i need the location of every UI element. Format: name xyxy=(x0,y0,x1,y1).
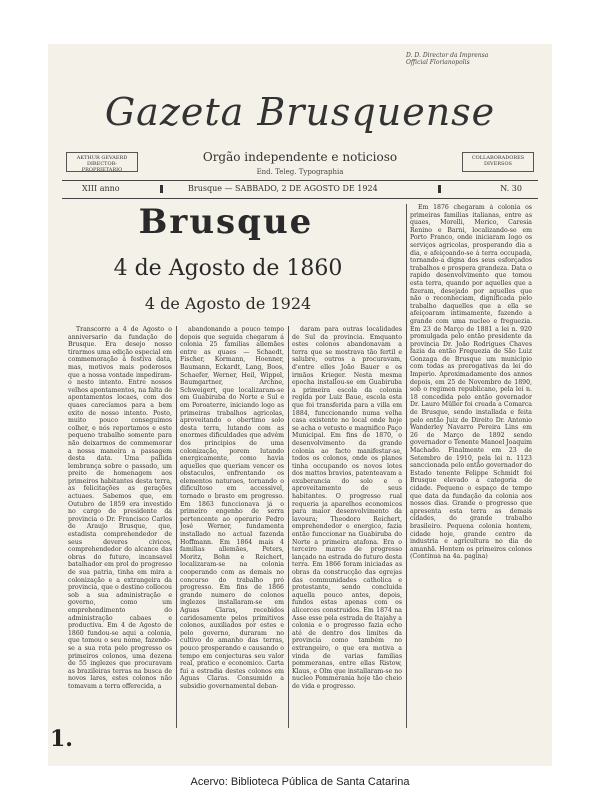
top-rule xyxy=(62,180,538,181)
column-divider-1 xyxy=(176,326,177,728)
column-divider-2 xyxy=(288,326,289,728)
issue-number: N. 30 xyxy=(500,184,522,193)
column-1-text: Transcorre a 4 de Agosto o anniversario da fundação de Brusque. Era desejo nosso tirarmos uma edição especial em commemoração á festiva data, mas, motivos mais poderosos que a nossa vontade impediram-o nesto intento. Entre nossos velhos apontamentos, na falta de apontamentos locaes, com dos quaes carecíamos para a bem exito de nosso intento. Posto, muito pouco conseguimos colher, e nós reportamos e este pequeno trabalho somente para não deixarmos de commemorar a nossa maneira a passagem desta data. Uma pallida lembrança sobre o passado, um preito de homenagem aos primeiros habitantes desta terra, as felicitações as gerações actuaes. Sabemos que, em Outubro de 1859 era investido no cargo de presidente da provincia o Dr. Francisco Carlos de Araujo Brusque, que, estadista comprehendedor de seus deveres civicos, comprehendedor do alcance das obras do futuro, incansavel batalhador em prol do progresso de sua patria, tinha em mira a colonização e a extrangeira da provincia, que o destino collocou sob a sua administração e governo, como um emprehendimento do administração cabaes e productiva. Em 4 de Agosto de 1860 fundou-se aqui a colonia, que tomou o seu nome, fazendo-se a sua rota pelo progresso os primeiros colonos, uma dezena de 55 inglezes que procuravam as brazileiras terras na busca de novos lares, estes colonos não tomavam a terra offerecida, a xyxy=(68,326,172,690)
issue-year: XIII anno xyxy=(82,184,120,193)
issue-city-date: Brusque — SABBADO, 2 DE AGOSTO DE 1924 xyxy=(188,184,378,193)
masthead-title: Gazeta Brusquense xyxy=(104,90,496,134)
director-note-line2: Official Florianopolis xyxy=(406,59,470,66)
article-column-4 xyxy=(410,204,532,724)
director-note xyxy=(406,52,526,66)
newspaper-page xyxy=(48,44,552,766)
bar-mark-right xyxy=(438,185,441,193)
issue-info-bar xyxy=(68,184,532,196)
archive-credit: Acervo: Biblioteca Pública de Santa Catarina xyxy=(190,776,410,788)
article-column-3 xyxy=(292,326,402,728)
date-1860: 4 de Agosto de 1860 xyxy=(113,256,343,281)
article-column-2 xyxy=(180,326,284,728)
column-2-text: abandonando a pouco tempo depois que seguida chegaram á colonia 25 familias allemães entre as quaes — Schaedt, Fischer, Kormann, Hoenner, Baumann, Eckardt, Lang, Boos, Schaefer, Werner, Heil, Wippel, Baumgartner, Archne, Schweigert, que localizaram-se em Guabiruba do Norte e Sul e em Poroaterre, iniciando logo as primeiras trabalhos agricolas, aproveitando o obertimo solo desta terra, lutando com as enormes dificuldades que advém dos principios de uma colonização, porem lutando energicamente, como havia aquelles que queriam vencer os obstaculos, enfrentando os elementos naturaes, tornando o dificultoso em accessivel, tornado o brasto em progresso. Em 1863 funccionava já o primeiro engenho de serra pertencente ao operario Pedro José Werner, fundamenta installado no actual fazenda Hoffmann. Em 1864 mais 4 familias allemães, Peters, Moritz, Bohn e Reichert, localizaram-se na colonia cooperando com as demais no concurso do trabalho pró progresso. Em fins de 1866 grande numero de colonos inglezes installaram-se em Aguas Claras, recebidos caridosamente pelos primitivos colonos, auxiliados por estes e pelo governo, duraram no cultivo do amanho das terras, pouco prosperando e causando o tempo em conjecturas seu valor real, pratico e economico. Carta fui a estradia destes colonos em Aguas Claras. Consumido a subsidio governamental deban- xyxy=(180,326,284,690)
masthead-subtitle: Orgão independente e noticioso xyxy=(202,150,398,164)
collaborators-box-title: COLLABORADORES xyxy=(471,155,525,161)
article-column-1 xyxy=(68,326,172,728)
collaborators-box-sub: DIVERSOS xyxy=(484,161,512,167)
column-4-text: Em 1876 chegaram á colonia os primeiras familias italianas, entre as quaes, Morelli, Merico, Caresia Renino e Barni, localizando-se em Porto Franco, onde iniciaram logo os serviços agricolas, prosperando dia a dia, e afeiçoando-se á terra occupada, tornando-a digna dos seus esforçados trabalhos e prospera grandeza. Data o rapido desenvolvimento que tomou esta terra, quando por aquelles que a fizeram, desejado por aquelles que não o reconheciam, dignificada pelo trabalho daquelles que a ella se afeiçoaram intimamente, fazendo a grande com uma nucleo e freguezia. Em 23 de Março de 1881 a lei n. 920 promulgada pelo então presidente da provincia Dr. João Rodrigues Chaves fazia da então Freguezia de São Luiz Gonzaga de Brusque um municipio com todas as prerogativas da lei do Imperio. Aproximadamente dos annos depois, em 25 de Novembro de 1890, sob o regimen republicano, pela lei n. 18 concedida pelo então governador Dr. Lauro Müller foi creada a Comarca de Brusque, sendo installada e feita pelo então Juiz de Direito Dr. Antonio Wanderley Navarro Pereira Lins em 26 de Março de 1892 sendo governador o Tenente Manoel Joaquim Machado. Finalmente em 23 de Setembro de 1910, pela lei n. 1123 sanccionada pelo então governador do Estado tenente Felippe Schmidt foi Brusque elevado a categoria de cidade. Pequeno o espaço de tempo que data da fundação da colonia aos nossos dias. Grande o progresso que apresenta esta terra as demais cidades, do grande trabalho brasileiro. Pequena colonia hontem, cidade hoje, grande centro da industria e agricultura no dia de amanhã. Hontem os primeiros colonos (Continua na 4a. pagina) xyxy=(410,204,532,561)
column-3-text: daram para outras localidades de Sul da provincia. Emquanto estes colonos abandonavam a terra que se mostrava tão fertil e salubre, outros a procuravam, d'entre elles João Bauer e os irmãos Krieger. Nesta mesma epocha installou-se em Guabiruba a primeira escola da colonia regida por Luiz Baue, escola esta que foi transferida para a villa em 1884, funccionando numa velha casa existente no local onde hoje se acha o vetusto e magnifico Paço Municipal. Em fins de 1870, o desenvolvimento da grande colonia ao facto manifestar-se, todos os colonos, onde os planos tinha occupando os novos lotes dos mattos bravios, patenteavam a exuberancia do solo e o aproveitamento de seus habitantes. O progresso rual requeria ja aparelhos economicos para maior desenvolvimento da lavoura; Theodoro Reichert, emprehendedor e energico, fazia então funccionar na Guabiruba do Norte a primeira atafona. Era o terceiro marco de progresso lançado na estrada do futuro desta terra. Em 1866 foram iniciadas as obras da construcção das egrejas das communidades catholica e protestante, sendo concluida aquella pouco antes, depois, fundos estas apenas com os alicerces construidos. Em 1874 na Asse esse pela estrada de Itajahy a colonia e o progresso fazia echo até de dentro dos limites da provincia como também no extrangeiro, o que era motiva a vinda de varias familias pommeranas, entre ellas Ristow, Klaus, e Olm que installaram-se no nucleo Pommerania hoje tão cheio de vida e progresso. xyxy=(292,326,402,690)
director-box-name: AKTHUR GEVAERD xyxy=(76,155,128,161)
bar-mark-left xyxy=(160,185,163,193)
date-1924: 4 de Agosto de 1924 xyxy=(144,294,312,313)
column-divider-3 xyxy=(406,204,407,728)
telegraph-address: End. Teleg. Typographia xyxy=(256,168,344,176)
headline-brusque: Brusque xyxy=(138,202,314,242)
director-box-role: DIRECTOR-PROPRIETARIO xyxy=(81,161,123,172)
bottom-rule xyxy=(62,198,538,199)
page-mark: 1. xyxy=(50,726,73,752)
director-note-line1: D. D. Director da Imprensa xyxy=(406,52,489,59)
